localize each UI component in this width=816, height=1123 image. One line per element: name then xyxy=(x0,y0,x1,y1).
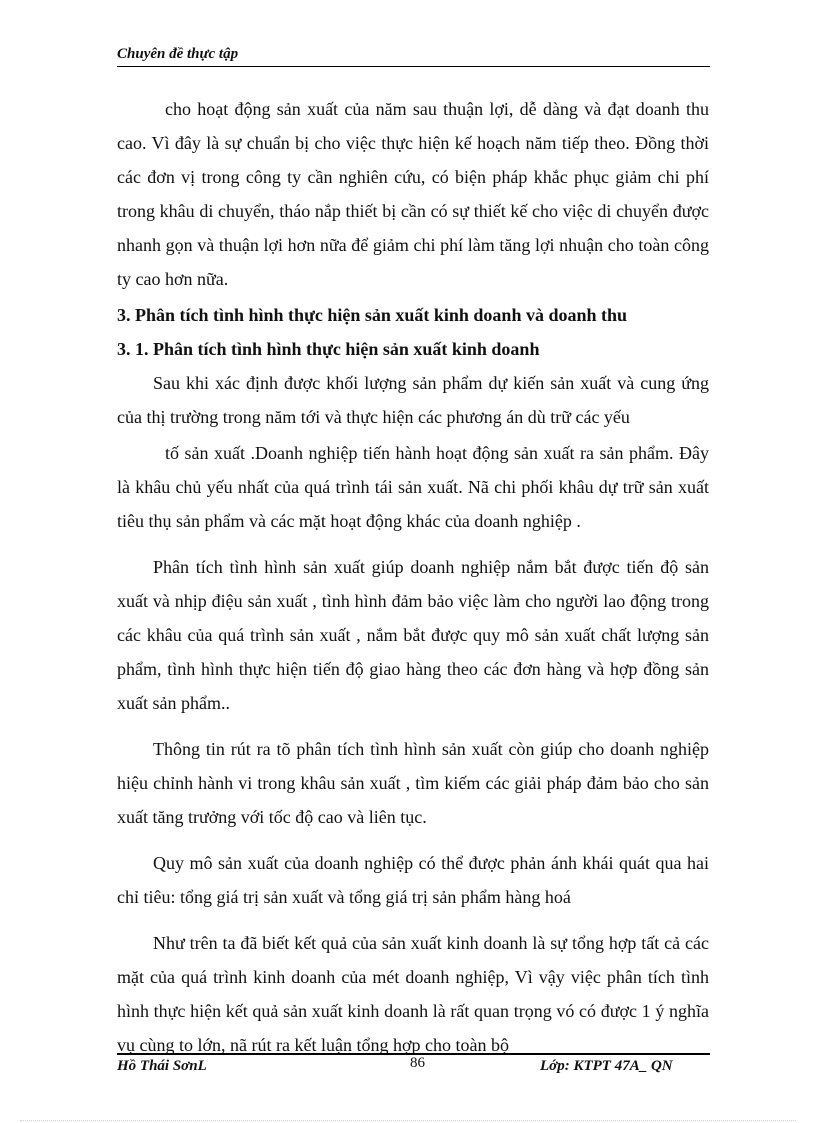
page-bottom-border xyxy=(20,1120,796,1121)
document-body xyxy=(117,92,709,1062)
section-heading: 3. Phân tích tình hình thực hiện sản xuất kinh doanh và doanh thu xyxy=(117,305,628,325)
paragraph: tố sản xuất .Doanh nghiệp tiến hành hoạt động sản xuất ra sản phẩm. Đây là khâu chủ yếu nhất của quá trình tái sản xuất. Nã chi phối khâu dự trữ sản xuất tiêu thụ sản phẩm và các mặt hoạt động khác của doanh nghiệp . xyxy=(117,443,709,531)
paragraph: Như trên ta đã biết kết quả của sản xuất kinh doanh là sự tổng hợp tất cả các mặt của quá trình kinh doanh của mét doanh nghiệp, Vì vậy việc phân tích tình hình thực hiện kết quả sản xuất kinh doanh là rất quan trọng vó có được 1 ý nghĩa vụ cùng to lớn, nã rút ra kết luận tổng hợp cho toàn bộ xyxy=(117,933,709,1055)
paragraph: Phân tích tình hình sản xuất giúp doanh nghiệp nắm bắt được tiến độ sản xuất và nhịp điệu sản xuất , tình hình đảm bảo việc làm cho người lao động trong các khâu của quá trình sản xuất , nắm bắt được quy mô sản xuất chất lượng sản phẩm, tình hình thực hiện tiến độ giao hàng theo các đơn hàng và hợp đồng sản xuất sản phẩm.. xyxy=(117,557,709,713)
paragraph: Sau khi xác định được khối lượng sản phẩm dự kiến sản xuất và cung ứng của thị trường trong năm tới và thực hiện các phương án dù trữ các yếu xyxy=(117,373,709,427)
footer-class: Lớp: KTPT 47A_ QN xyxy=(540,1058,673,1074)
paragraph: Thông tin rút ra tõ phân tích tình hình sản xuất còn giúp cho doanh nghiệp hiệu chỉnh hành vi trong khâu sản xuất , tìm kiếm các giải pháp đảm bảo cho sản xuất tăng trưởng với tốc độ cao và liên tục. xyxy=(117,739,709,827)
paragraph-continuation: cho hoạt động sản xuất của năm sau thuận lợi, dễ dàng và đạt doanh thu cao. Vì đây là sự chuẩn bị cho việc thực hiện kế hoạch năm tiếp theo. Đồng thời các đơn vị trong công ty cần nghiên cứu, có biện pháp khắc phục giảm chi phí trong khâu di chuyển, tháo nắp thiết bị cần có sự thiết kế cho việc di chuyển được nhanh gọn và thuận lợi hơn nữa để giảm chi phí làm tăng lợi nhuận cho toàn công ty cao hơn nữa. xyxy=(117,99,709,289)
footer-author: Hồ Thái SơnL xyxy=(117,1058,207,1074)
header-divider xyxy=(117,66,710,67)
page-number: 86 xyxy=(410,1055,425,1071)
subsection-heading: 3. 1. Phân tích tình hình thực hiện sản xuất kinh doanh xyxy=(117,339,540,359)
paragraph: Quy mô sản xuất của doanh nghiệp có thể được phản ánh khái quát qua hai chỉ tiêu: tổng giá trị sản xuất và tổng giá trị sản phẩm hàng hoá xyxy=(117,853,709,907)
page-header-title: Chuyên đề thực tập xyxy=(117,46,239,62)
